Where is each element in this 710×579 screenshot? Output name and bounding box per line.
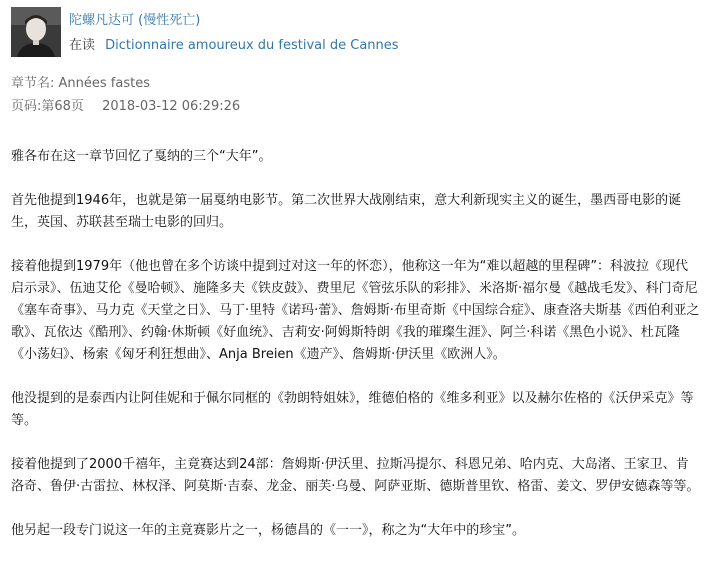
page-info (11, 95, 240, 114)
chapter-info (11, 72, 150, 91)
note-content (11, 146, 701, 564)
paragraph: 他另起一段专门说这一年的主竟赛影片之一，杨德昌的《一一》，称之为“大年中的珍宝”。 (11, 523, 525, 538)
user-name-link[interactable]: 陀螺凡达可 (慢性死亡) (69, 13, 201, 28)
page-label: 页码: (11, 99, 42, 114)
timestamp: 2018-03-12 06:29:26 (102, 99, 241, 114)
book-title-link[interactable]: Dictionnaire amoureux du festival de Cannes (105, 38, 399, 53)
avatar[interactable] (11, 7, 61, 57)
paragraph: 首先他提到1946年，也就是第一届戛纳电影节。第二次世界大战刚结束，意大利新现实主义的诞生，墨西哥电影的诞生，英国、苏联甚至瑞士电影的回归。 (11, 193, 682, 230)
paragraph: 他没提到的是泰西内让阿佳妮和于佩尔同框的《勃朗特姐妹》，维德伯格的《维多利亚》以及赫尔佐格的《沃伊采克》等等。 (11, 391, 694, 428)
reading-status (69, 34, 399, 53)
paragraph: 雅各布在这一章节回忆了戛纳的三个“大年”。 (11, 149, 272, 164)
page-value: 第68页 (41, 99, 84, 114)
reading-label: 在读 (69, 38, 96, 53)
paragraph: 接着他提到了2000千禧年，主竟赛达到24部：詹姆斯·伊沃里、拉斯冯提尔、科恩兄弟、哈内克、大岛渚、王家卫、肯洛奇、鲁伊·古雷拉、林权泽、阿莫斯·吉泰、龙金、丽芙·乌曼、阿萨亚斯、德斯普里钦、格雷、姜文、罗伊安德森等等。 (11, 457, 700, 494)
chapter-label: 章节名: (11, 76, 55, 91)
paragraph: 接着他提到1979年（他也曾在多个访谈中提到过对这一年的怀恋），他称这一年为“难以超越的里程碑”：科波拉《现代启示录》、伍迪艾伦《曼哈顿》、施隆多夫《铁皮鼓》、费里尼《管弦乐队的彩排》、米洛斯·福尔曼《越战毛发》、科门奇尼《塞车奇事》、马力克《天堂之日》、马丁·里特《诺玛·蕾》、詹姆斯·布里奇斯《中国综合症》、康查洛夫斯基《西伯利亚之歌》、瓦依达《酷刑》、约翰·休斯顿《好血统》、吉莉安·阿姆斯特朗《我的璀璨生涯》、阿兰·科诺《黑色小说》、杜瓦隆《小荡妇》、杨索《匈牙利狂想曲》、Anja Breien《遗产》、詹姆斯·伊沃里《欧洲人》。 (11, 259, 700, 362)
status-header (11, 7, 701, 57)
chapter-name: Années fastes (58, 76, 150, 91)
user-avatar-icon (11, 7, 61, 57)
